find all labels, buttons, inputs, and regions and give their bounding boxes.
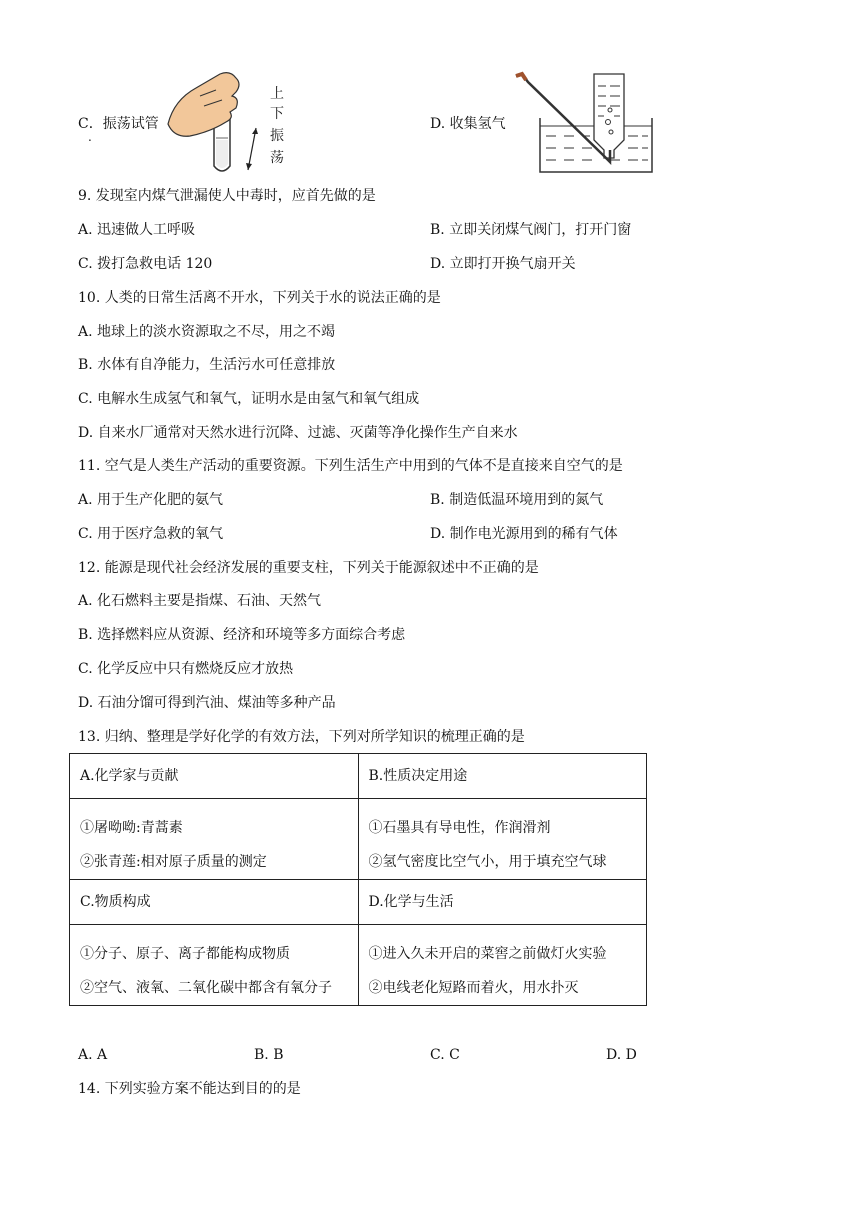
q12-option-b: B. 选择燃料应从资源、经济和环境等多方面综合考虑 xyxy=(78,627,406,643)
q13-stem: 13. 归纳、整理是学好化学的有效方法，下列对所学知识的梳理正确的是 xyxy=(78,729,525,745)
q8-option-c: C．振荡试管 xyxy=(78,116,159,132)
q10-option-b: B. 水体有自净能力，生活污水可任意排放 xyxy=(78,357,336,373)
table-item: ②张青莲:相对原子质量的测定 xyxy=(80,854,267,870)
q10-option-d: D. 自来水厂通常对天然水进行沉降、过滤、灭菌等净化操作生产自来水 xyxy=(78,425,518,441)
q8-figure-c-label-0: 上 xyxy=(270,86,284,102)
table-item: ②氢气密度比空气小，用于填充空气球 xyxy=(368,854,607,870)
table-cell-a-body xyxy=(70,799,359,880)
q11-option-d: D. 制作电光源用到的稀有气体 xyxy=(430,526,618,542)
q8-option-c-dot: . xyxy=(88,130,92,144)
q12-option-a: A. 化石燃料主要是指煤、石油、天然气 xyxy=(78,593,322,609)
q8-figure-c-label-3: 荡 xyxy=(270,150,284,166)
q8-figure-c-label-2: 振 xyxy=(270,128,284,144)
table-item: ①屠呦呦:青蒿素 xyxy=(80,820,183,836)
q10-option-a: A. 地球上的淡水资源取之不尽，用之不竭 xyxy=(78,324,336,340)
q11-option-b: B. 制造低温环境用到的氮气 xyxy=(430,492,604,508)
table-cell-a-head: A.化学家与贡献 xyxy=(70,754,359,799)
table-item: ②电线老化短路而着火，用水扑灭 xyxy=(368,980,579,996)
q10-option-c: C. 电解水生成氢气和氧气，证明水是由氢气和氧气组成 xyxy=(78,391,420,407)
table-item: ①进入久未开启的菜窖之前做灯火实验 xyxy=(368,946,607,962)
q8-option-d: D. 收集氢气 xyxy=(430,116,506,132)
q13-knowledge-table xyxy=(69,753,647,1006)
collect-hydrogen-figure xyxy=(510,70,660,176)
q10-stem: 10. 人类的日常生活离不开水，下列关于水的说法正确的是 xyxy=(78,290,441,306)
table-cell-d-body xyxy=(358,925,647,1006)
q14-stem: 14. 下列实验方案不能达到目的的是 xyxy=(78,1081,301,1097)
table-cell-c-head: C.物质构成 xyxy=(70,880,359,925)
q9-stem: 9. 发现室内煤气泄漏使人中毒时，应首先做的是 xyxy=(78,188,376,204)
q9-option-c: C. 拨打急救电话 120 xyxy=(78,256,213,272)
q13-option-a: A. A xyxy=(78,1047,108,1063)
table-cell-b-body xyxy=(358,799,647,880)
q13-option-d: D. D xyxy=(606,1047,637,1063)
q11-option-a: A. 用于生产化肥的氨气 xyxy=(78,492,224,508)
q12-option-d: D. 石油分馏可得到汽油、煤油等多种产品 xyxy=(78,695,336,711)
q12-option-c: C. 化学反应中只有燃烧反应才放热 xyxy=(78,661,294,677)
table-cell-c-body xyxy=(70,925,359,1006)
table-item: ②空气、液氧、二氧化碳中都含有氧分子 xyxy=(80,980,332,996)
shake-test-tube-figure xyxy=(160,66,290,178)
q11-stem: 11. 空气是人类生产活动的重要资源。下列生活生产中用到的气体不是直接来自空气的是 xyxy=(78,458,623,474)
table-item: ①石墨具有导电性，作润滑剂 xyxy=(368,820,551,836)
q9-option-d: D. 立即打开换气扇开关 xyxy=(430,256,576,272)
q9-option-b: B. 立即关闭煤气阀门，打开门窗 xyxy=(430,222,632,238)
table-item: ①分子、原子、离子都能构成物质 xyxy=(80,946,290,962)
table-cell-b-head: B.性质决定用途 xyxy=(358,754,647,799)
q9-option-a: A. 迅速做人工呼吸 xyxy=(78,222,196,238)
q8-figure-c-label-1: 下 xyxy=(270,106,284,122)
q11-option-c: C. 用于医疗急救的氧气 xyxy=(78,526,224,542)
q13-option-c: C. C xyxy=(430,1047,460,1063)
q13-option-b: B. B xyxy=(254,1047,284,1063)
table-cell-d-head: D.化学与生活 xyxy=(358,880,647,925)
q12-stem: 12. 能源是现代社会经济发展的重要支柱，下列关于能源叙述中不正确的是 xyxy=(78,560,539,576)
